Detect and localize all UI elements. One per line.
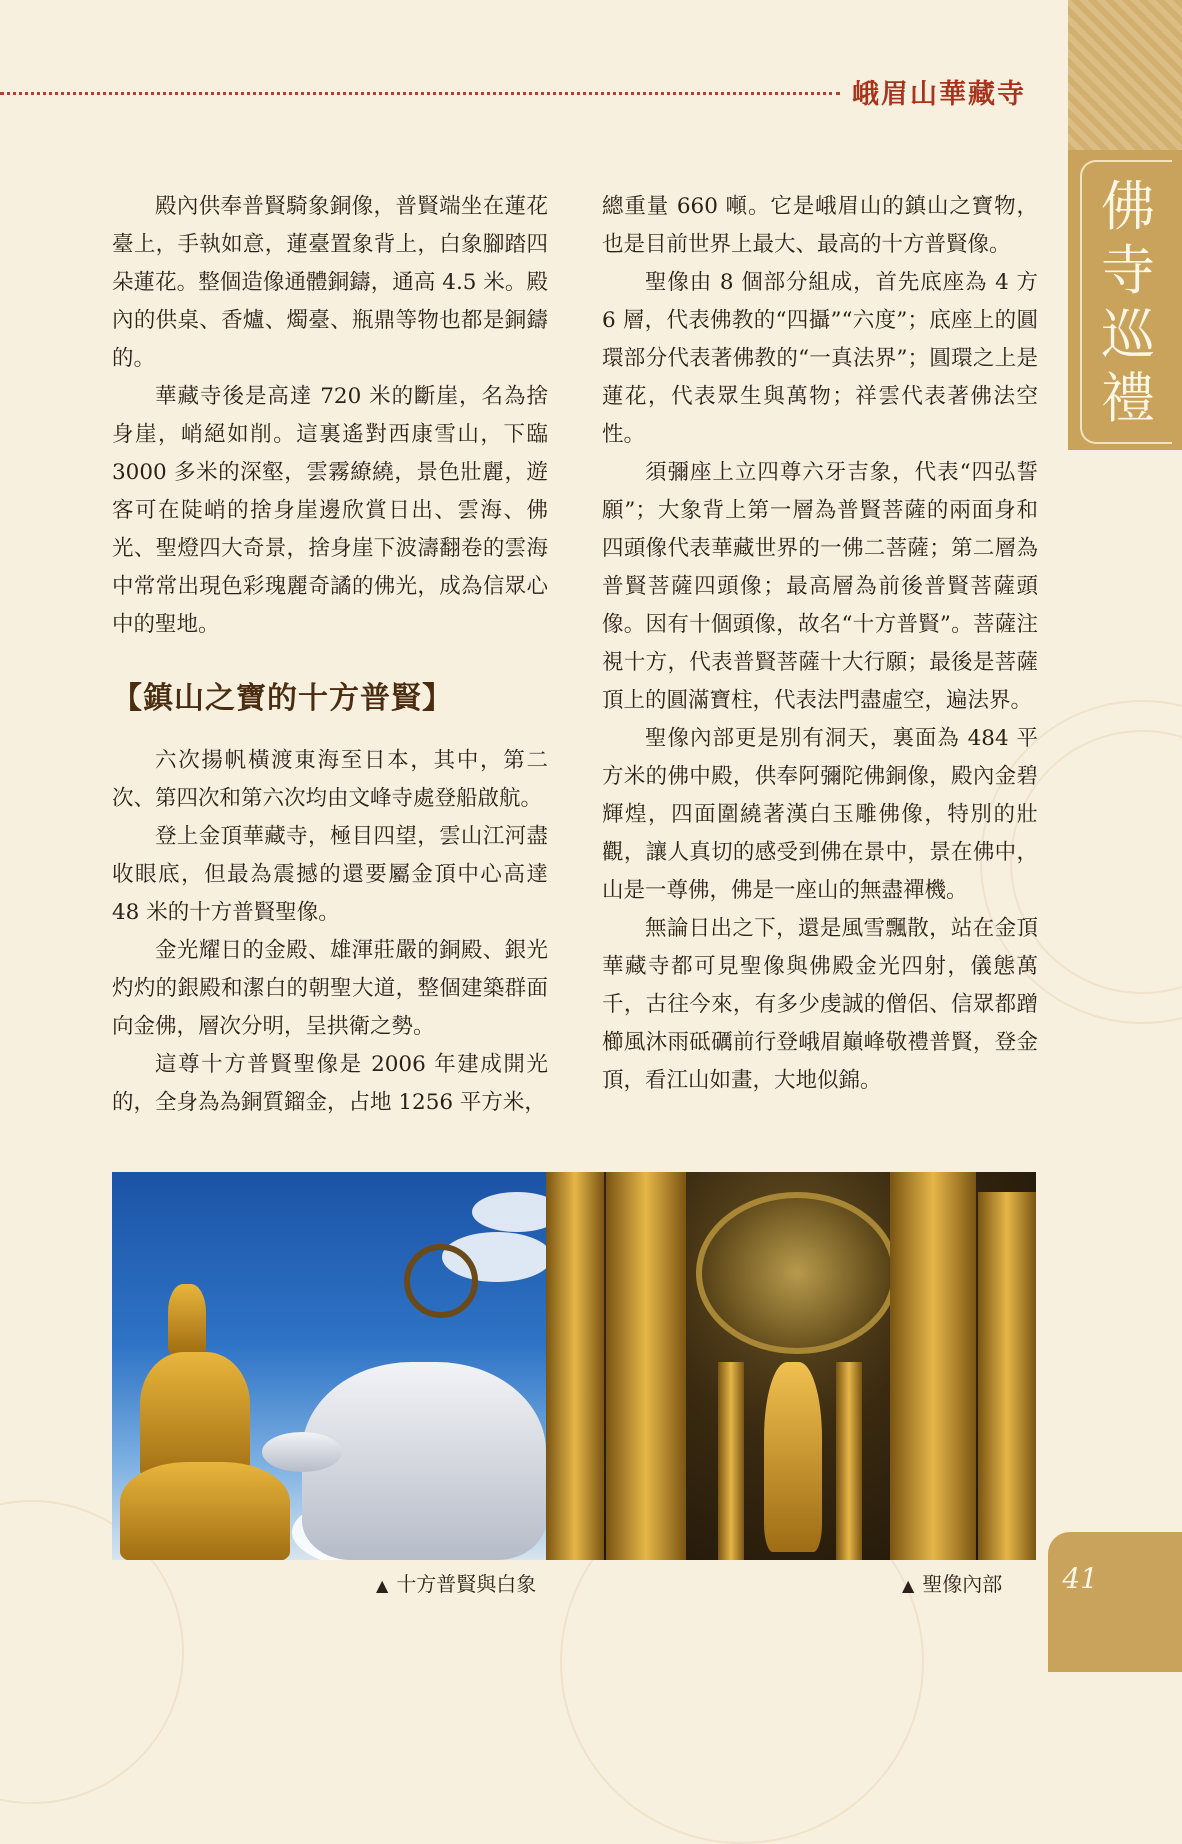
caption-text: 十方普賢與白象 (396, 1572, 537, 1596)
side-title-char: 佛 (1101, 175, 1155, 238)
paragraph: 六次揚帆橫渡東海至日本，其中，第二次、第四次和第六次均由文峰寺處登船啟航。 (112, 748, 548, 811)
lotus-ceiling (696, 1192, 898, 1354)
gold-pillar (718, 1362, 744, 1560)
side-title-char: 巡 (1101, 303, 1155, 366)
white-elephant (302, 1362, 546, 1560)
photo-statue-interior (546, 1172, 1036, 1560)
gold-pillar (836, 1362, 862, 1560)
golden-statue (168, 1284, 206, 1354)
triangle-marker-icon: ▲ (902, 1576, 915, 1595)
side-tab-pattern (1068, 0, 1182, 150)
paragraph: 登上金頂華藏寺，極目四望，雲山江河盡收眼底，但最為震撼的還要屬金頂中心高達 48 米的十方普賢聖像。 (112, 824, 548, 925)
page-corner-tab (1048, 1532, 1182, 1672)
amitabha-statue (764, 1362, 822, 1552)
triangle-marker-icon: ▲ (376, 1576, 389, 1595)
paragraph: 殿內供奉普賢騎象銅像，普賢端坐在蓮花臺上，手執如意，蓮臺置象背上，白象腳踏四朵蓮花。整個造像通體銅鑄，通高 4.5 米。殿內的供桌、香爐、燭臺、瓶鼎等物也都是銅鑄的。 (112, 194, 548, 371)
gold-pillar (546, 1172, 604, 1560)
white-elephant-trunk (262, 1432, 342, 1472)
side-title-char: 寺 (1101, 239, 1155, 302)
right-column (602, 188, 1038, 1100)
photo-caption-left (376, 1568, 536, 1597)
caption-text: 聖像內部 (922, 1572, 1003, 1596)
gold-pillar (978, 1192, 1036, 1560)
cloud-shape (472, 1192, 546, 1232)
photo-samantabhadra-elephant (112, 1172, 546, 1560)
running-title: 峨眉山華藏寺 (852, 79, 1026, 110)
paragraph: 金光耀日的金殿、雄渾莊嚴的銅殿、銀光灼灼的銀殿和潔白的朝聖大道，整個建築群面向金佛，層次分明，呈拱衛之勢。 (112, 938, 548, 1039)
paragraph: 總重量 660 噸。它是峨眉山的鎮山之寶物，也是目前世界上最大、最高的十方普賢像。 (602, 194, 1038, 257)
page-number: 41 (1062, 1562, 1098, 1595)
section-heading: 【鎮山之寶的十方普賢】 (112, 681, 453, 716)
dharma-wheel-icon (404, 1244, 478, 1318)
paragraph: 這尊十方普賢聖像是 2006 年建成開光的，全身為為銅質鎦金，占地 1256 平方米， (112, 1052, 548, 1115)
side-tab-title (1088, 175, 1168, 431)
paragraph: 聖像內部更是別有洞天，裏面為 484 平方米的佛中殿，供奉阿彌陀佛銅像，殿內金碧輝煌，四面圍繞著漢白玉雕佛像，特別的壯觀，讓人真切的感受到佛在景中，景在佛中，山是一尊佛，佛是一座山的無盡禪機。 (602, 726, 1038, 903)
paragraph: 華藏寺後是高達 720 米的斷崖，名為捨身崖，峭絕如削。這裏遙對西康雪山，下臨 3000 多米的深壑，雲霧繚繞，景色壯麗，遊客可在陡峭的捨身崖邊欣賞日出、雲海、佛光、聖燈四大奇景，捨身崖下波濤翻卷的雲海中常常出現色彩瑰麗奇譎的佛光，成為信眾心中的聖地。 (112, 384, 548, 637)
left-column (112, 188, 548, 1122)
side-title-char: 禮 (1101, 367, 1155, 430)
golden-statue (120, 1462, 290, 1560)
gold-pillar (606, 1172, 686, 1560)
photo-caption-right (902, 1568, 1002, 1597)
gold-pillar (890, 1172, 976, 1560)
paragraph: 須彌座上立四尊六牙吉象，代表“四弘誓願”；大象背上第一層為普賢菩薩的兩面身和四頭像代表華藏世界的一佛二菩薩；第二層為普賢菩薩四頭像；最高層為前後普賢菩薩頭像。因有十個頭像，故名“十方普賢”。菩薩注視十方，代表普賢菩薩十大行願；最後是菩薩頂上的圓滿寶柱，代表法門盡虛空，遍法界。 (602, 460, 1038, 713)
paragraph: 無論日出之下，還是風雪飄散，站在金頂華藏寺都可見聖像與佛殿金光四射，儀態萬千，古往今來，有多少虔誠的僧侶、信眾都蹭櫛風沐雨砥礪前行登峨眉巔峰敬禮普賢，登金頂，看江山如畫，大地似錦。 (602, 916, 1038, 1093)
paragraph: 聖像由 8 個部分組成，首先底座為 4 方 6 層，代表佛教的“四攝”“六度”；底座上的圓環部分代表著佛教的“一真法界”；圓環之上是蓮花，代表眾生與萬物；祥雲代表著佛法空性。 (602, 270, 1038, 447)
header-dotted-rule (0, 92, 840, 95)
